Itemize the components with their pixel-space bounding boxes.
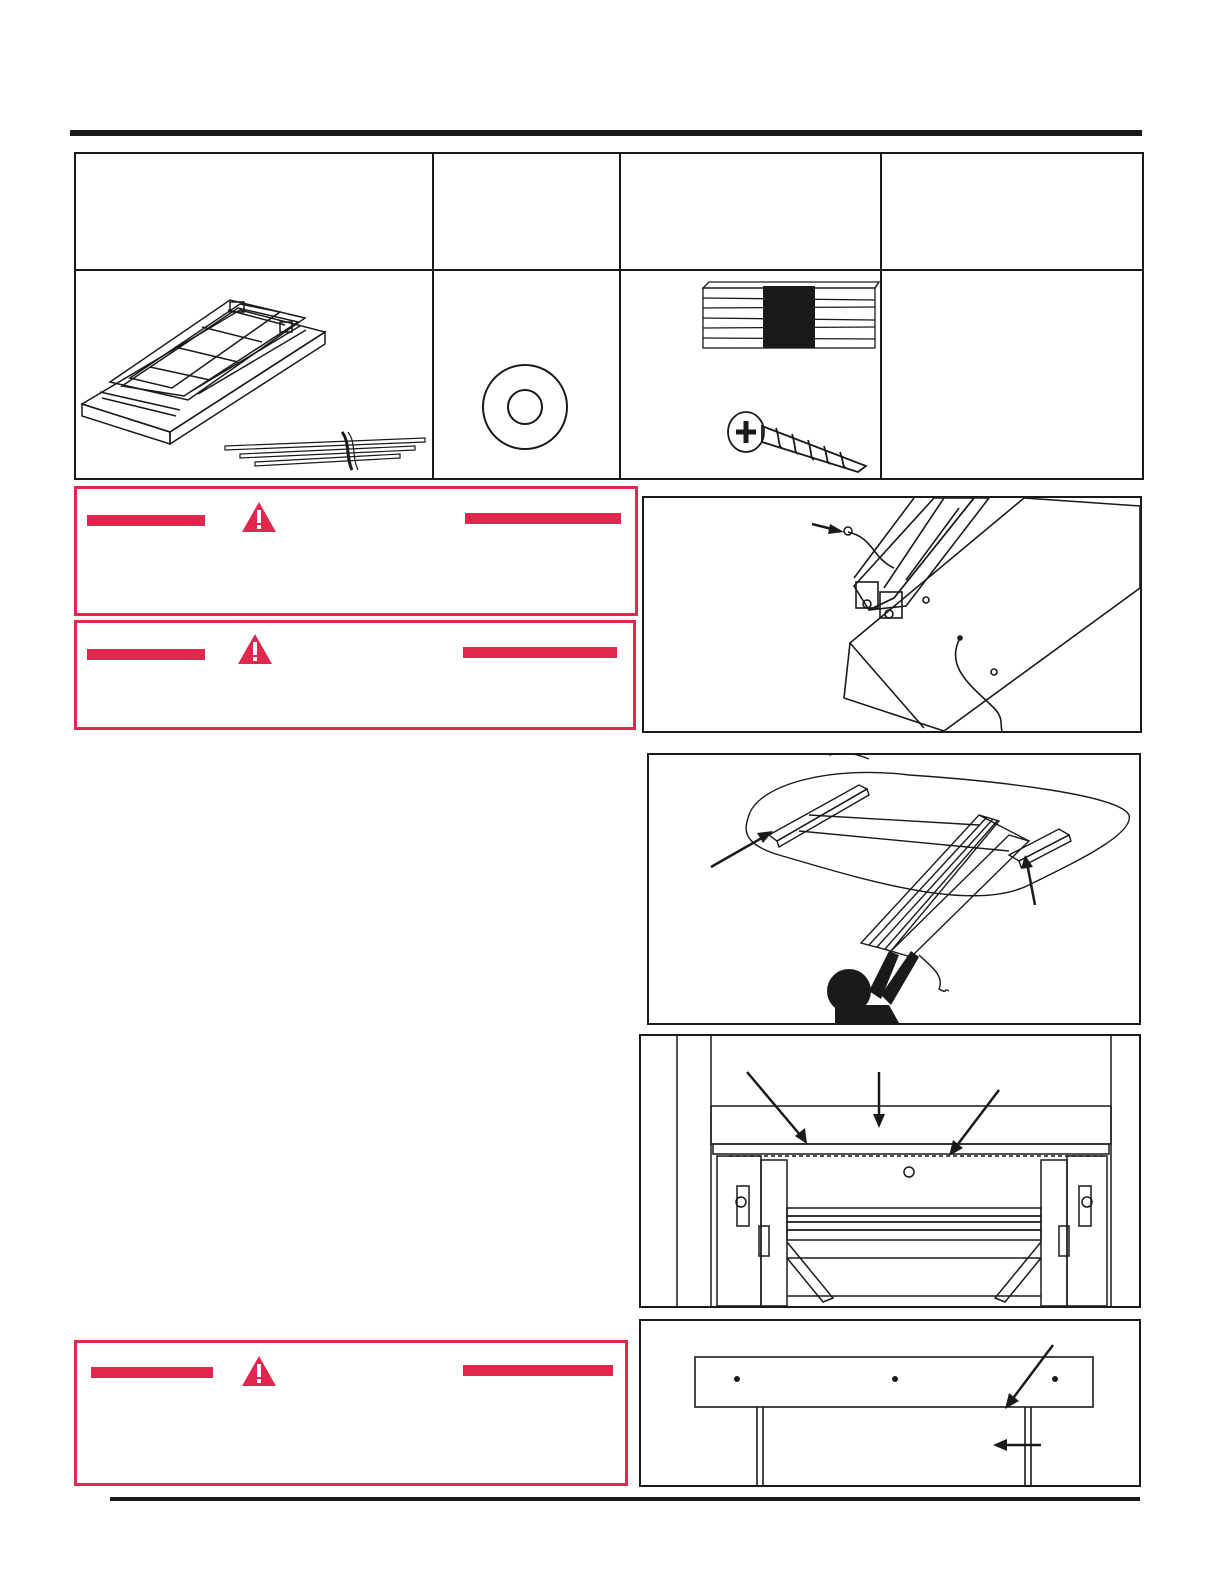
warning-bar-left (91, 1367, 213, 1378)
warning-bar-right (465, 513, 621, 524)
arrow-icon (1005, 1345, 1053, 1409)
warning-triangle-icon (241, 501, 277, 533)
arrow-icon (1021, 855, 1035, 905)
washer-icon (480, 362, 570, 452)
arrow-icon (747, 1072, 807, 1144)
warning-box (74, 620, 636, 730)
warning-triangle-icon (237, 633, 273, 665)
ladder-frame-icon (80, 282, 430, 472)
warning-bar-left (87, 515, 205, 526)
top-rule (70, 130, 1142, 136)
figure-door-pull-cord (642, 496, 1142, 733)
warning-triangle-icon (241, 1355, 277, 1387)
arrow-icon (949, 1090, 999, 1156)
shim-icon (701, 280, 881, 352)
arrow-icon (993, 1439, 1041, 1451)
figure-frame-front-view (639, 1034, 1141, 1308)
warning-bar-right (463, 647, 617, 658)
screw-icon (726, 408, 876, 478)
arrow-icon (812, 524, 844, 534)
warning-bar-right (463, 1365, 613, 1376)
warning-bar-left (87, 649, 205, 660)
warning-box (74, 486, 638, 616)
bottom-rule (110, 1497, 1140, 1501)
arrow-icon (873, 1072, 885, 1128)
warning-box (74, 1340, 628, 1486)
parts-table (74, 152, 1144, 480)
figure-header-board (639, 1319, 1141, 1487)
installer-silhouette-icon (827, 951, 919, 1023)
figure-installing-frame (647, 753, 1141, 1025)
